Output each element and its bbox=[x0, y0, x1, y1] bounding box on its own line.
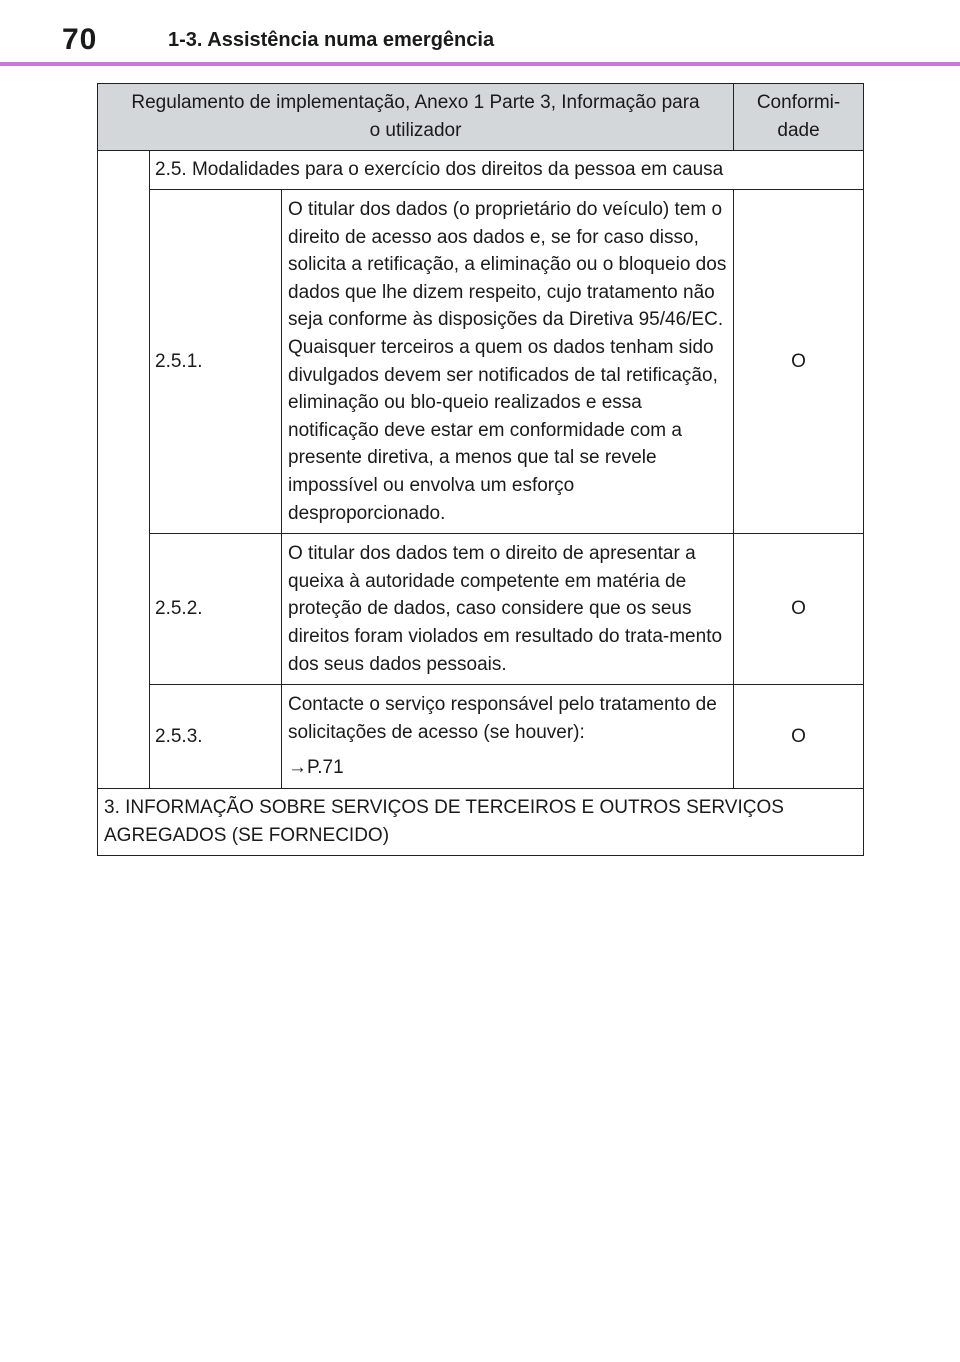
row-id: 2.5.1. bbox=[150, 190, 282, 534]
row-text bbox=[282, 534, 734, 685]
row-id: 2.5.2. bbox=[150, 534, 282, 685]
section-3-title: 3. INFORMAÇÃO SOBRE SERVIÇOS DE TERCEIROS E OUTROS SERVIÇOS AGREGADOS (SE FORNECIDO) bbox=[98, 788, 864, 855]
row-text bbox=[282, 190, 734, 534]
section-3-row bbox=[98, 788, 864, 855]
header-rule bbox=[0, 62, 960, 66]
section-2-5-row bbox=[98, 151, 864, 190]
row-text-body: Contacte o serviço responsável pelo tratamento de solicitações de acesso (se houver): bbox=[288, 694, 717, 743]
table-row bbox=[98, 534, 864, 685]
indent-spacer-cell bbox=[98, 151, 150, 789]
row-conformity: O bbox=[734, 534, 864, 685]
page-number: 70 bbox=[62, 23, 98, 56]
table-row bbox=[98, 190, 864, 534]
row-id: 2.5.3. bbox=[150, 685, 282, 789]
row-conformity: O bbox=[734, 190, 864, 534]
row-conformity: O bbox=[734, 685, 864, 789]
page-reference-link[interactable]: →P.71 bbox=[288, 757, 344, 779]
table-header-row bbox=[98, 84, 864, 151]
regulation-table bbox=[97, 83, 864, 856]
section-title: 1-3. Assistência numa emergência bbox=[168, 29, 495, 51]
section-2-5-title: 2.5. Modalidades para o exercício dos direitos da pessoa em causa bbox=[150, 151, 864, 190]
conformity-header-line2: dade bbox=[777, 120, 820, 141]
regulation-header-line1: Regulamento de implementação, Anexo 1 Parte 3, Informação para bbox=[131, 92, 700, 114]
row-text bbox=[282, 685, 734, 789]
conformity-header-cell bbox=[734, 84, 864, 151]
regulation-header-line2: o utilizador bbox=[369, 120, 462, 141]
conformity-header-line1: Conformi- bbox=[756, 92, 841, 114]
regulation-header-cell bbox=[98, 84, 734, 151]
page-header bbox=[0, 0, 960, 66]
row-text-body: O titular dos dados (o proprietário do veículo) tem o direito de acesso aos dados e, se for caso disso, solicita a retificação, a eliminação ou o bloqueio dos dados que lhe dizem respeito, cujo tratamento não seja conforme às disposições da Diretiva 95/46/EC. Quaisquer terceiros a quem os dados tenham sido divulgados devem ser notificados de tal retificação, eliminação ou blo-queio realizados e essa notificação deve estar em conformidade com a presente diretiva, a menos que tal se revele impossível ou envolva um esforço desproporcionado. bbox=[288, 199, 727, 524]
table-row bbox=[98, 685, 864, 789]
row-text-body: O titular dos dados tem o direito de apresentar a queixa à autoridade competente em matéria de proteção de dados, caso considere que os seus direitos foram violados em resultado do trata-mento dos seus dados pessoais. bbox=[288, 543, 723, 675]
